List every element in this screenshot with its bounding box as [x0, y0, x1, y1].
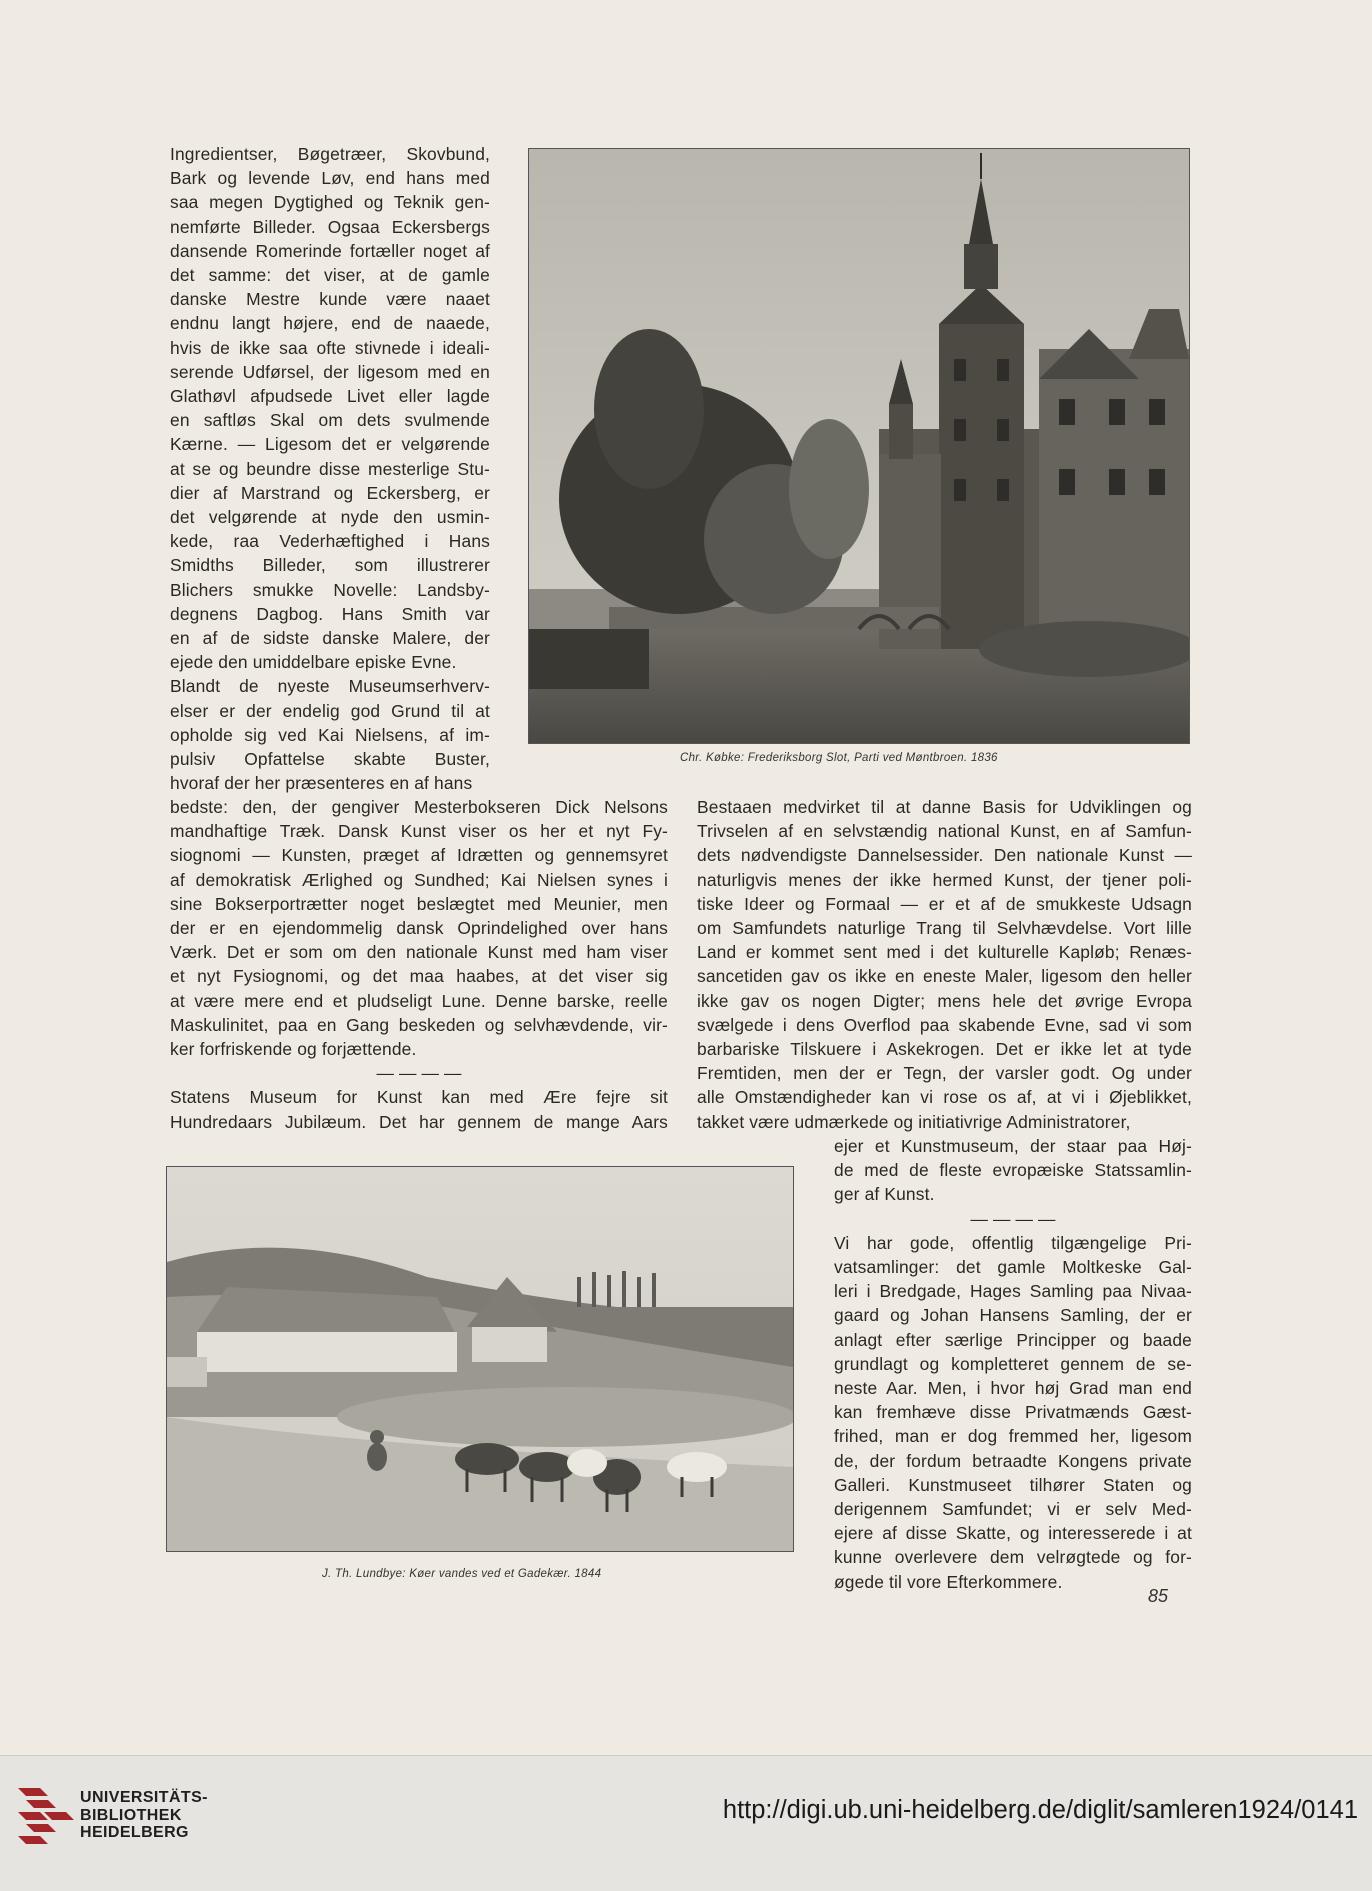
- text-line: naturligvis menes der ikke hermed Kunst, der tjener poli-: [697, 869, 1192, 890]
- text-line: serende Udførsel, der ligesom med en: [170, 361, 490, 382]
- text-line: kede, raa Vederhæftighed i Hans: [170, 531, 490, 552]
- text-line: Bark og levende Løv, end hans med: [170, 168, 490, 189]
- text-line: leri i Bredgade, Hages Samling paa Nivaa-: [834, 1281, 1192, 1302]
- text-line: af demokratisk Ærlighed og Sundhed; Kai Nielsen synes i: [170, 869, 668, 890]
- text-line: et nyt Fysiognomi, og det maa haabes, at det viser sig: [170, 966, 668, 987]
- text-line: de, der fordum betraadte Kongens private: [834, 1450, 1192, 1471]
- text-line: Smidths Billeder, som illustrerer: [170, 555, 490, 576]
- cows-illustration: [167, 1167, 793, 1551]
- text-line: derigennem Samfundet; vi er selv Med-: [834, 1499, 1192, 1520]
- text-line: danske Mestre kunde være naaet: [170, 289, 490, 310]
- castle-illustration: [529, 149, 1189, 743]
- text-line: ikke gav os nogen Digter; mens hele det øvrige Evropa: [697, 990, 1192, 1011]
- text-line: det samme: det viser, at de gamle: [170, 265, 490, 286]
- text-line: Statens Museum for Kunst kan med Ære fejre sit: [170, 1087, 668, 1108]
- text-line: frihed, man er dog fremmed her, ligesom: [834, 1426, 1192, 1447]
- text-line: dier af Marstrand og Eckersberg, er: [170, 482, 490, 503]
- right-column-narrow-text: [834, 1134, 1192, 1594]
- text-line: Værk. Det er som om den nationale Kunst med ham viser: [170, 942, 668, 963]
- text-line: pulsiv Opfattelse skabte Buster,: [170, 749, 490, 770]
- text-line: Glathøvl afpudsede Livet eller lagde: [170, 386, 490, 407]
- text-line: ker forfriskende og forjættende.: [170, 1039, 417, 1060]
- library-name[interactable]: [80, 1789, 208, 1842]
- text-line: endnu langt højere, end de naaede,: [170, 313, 490, 334]
- text-line: gaard og Johan Hansens Samling, der er: [834, 1305, 1192, 1326]
- left-column-wide-text: [170, 795, 668, 1134]
- text-line: Vi har gode, offentlig tilgængelige Pri-: [834, 1232, 1192, 1253]
- text-line: ejere af disse Skatte, og interesserede i at: [834, 1523, 1192, 1544]
- text-line: dansende Romerinde fortæller noget af: [170, 240, 490, 261]
- text-line: en af de sidste danske Malere, der: [170, 628, 490, 649]
- page-number: 85: [1148, 1586, 1169, 1606]
- castle-caption: Chr. Købke: Frederiksborg Slot, Parti ved Møntbroen. 1836: [680, 752, 998, 764]
- text-line: der er en ejendommelig dansk Oprindelighed over hans: [170, 918, 668, 939]
- text-line: Hundredaars Jubilæum. Det har gennem de mange Aars: [170, 1111, 668, 1132]
- text-line: Galleri. Kunstmuseet tilhører Staten og: [834, 1474, 1192, 1495]
- text-line: neste Aar. Men, i hvor høj Grad man end: [834, 1378, 1192, 1399]
- text-line: elser er der endelig god Grund til at: [170, 700, 490, 721]
- text-line: de med de fleste evropæiske Statssamlin-: [834, 1160, 1192, 1181]
- source-url-link[interactable]: http://digi.ub.uni-heidelberg.de/diglit/samleren1924/0141: [722, 1796, 1358, 1824]
- text-line: barbariske Tilskuere i Askekrogen. Det er ikke let at tyde: [697, 1039, 1192, 1060]
- text-line: Blandt de nyeste Museumserhverv-: [170, 676, 490, 697]
- text-line: siognomi — Kunsten, præget af Idrætten og gennemsyret: [170, 845, 668, 866]
- library-name-line-2: BIBLIOTHEK: [80, 1806, 182, 1824]
- text-line: hvoraf der her præsenteres en af hans: [170, 773, 473, 794]
- text-line: anlagt efter særlige Principper og baade: [834, 1329, 1192, 1350]
- text-line: kan fremhæve disse Privatmænds Gæst-: [834, 1402, 1192, 1423]
- text-line: ejer et Kunstmuseum, der staar paa Høj-: [834, 1136, 1192, 1156]
- right-column-wide-text: [697, 795, 1192, 1134]
- text-line: saa megen Dygtighed og Teknik gen-: [170, 192, 490, 213]
- text-line: grundlagt og kompletteret gennem de se-: [834, 1353, 1192, 1374]
- left-column-top-text: [170, 142, 490, 795]
- castle-painting: [528, 148, 1190, 744]
- text-line: — — — —: [376, 1063, 462, 1084]
- text-line: tiske Ideer og Formaal — er et af de smukkeste Udsagn: [697, 893, 1192, 914]
- text-line: det velgørende at nyde den usmin-: [170, 507, 490, 528]
- text-line: at være mere end et pludseligt Lune. Denne barske, reelle: [170, 990, 668, 1011]
- text-line: Blichers smukke Novelle: Landsby-: [170, 579, 490, 600]
- digitization-footer: [0, 1755, 1372, 1891]
- text-line: ejede den umiddelbare episke Evne.: [170, 652, 457, 673]
- text-line: Bestaaen medvirket til at danne Basis for Udviklingen og: [697, 797, 1192, 817]
- text-line: opholde sig ved Kai Nielsens, af im-: [170, 724, 490, 745]
- text-line: Fremtiden, men der er Tegn, der varsler godt. Og under: [697, 1063, 1192, 1084]
- text-line: degnens Dagbog. Hans Smith var: [170, 603, 490, 624]
- library-name-line-1: UNIVERSITÄTS-: [80, 1789, 208, 1806]
- text-line: alle Omstændigheder kan vi rose os af, at vi i Øjeblikket,: [697, 1087, 1192, 1108]
- text-line: bedste: den, der gengiver Mesterbokseren Dick Nelsons: [170, 797, 668, 817]
- text-line: om Samfundets naturlige Trang til Selvhævdelse. Vort lille: [697, 918, 1192, 939]
- text-line: sancetiden gav os ikke en eneste Maler, ligesom den heller: [697, 966, 1192, 987]
- text-line: takket være udmærkede og initiativrige Administratorer,: [697, 1111, 1131, 1132]
- cows-painting: [166, 1166, 794, 1552]
- text-line: svælgede i dens Overflod paa skabende Evne, sad vi som: [697, 1014, 1192, 1035]
- text-line: sine Bokserportrætter noget beslægtet med Meunier, men: [170, 893, 668, 914]
- text-line: Kærne. — Ligesom det er velgørende: [170, 434, 490, 455]
- text-line: nemførte Billeder. Ogsaa Eckersbergs: [170, 216, 490, 237]
- text-line: en saftløs Skal om dets svulmende: [170, 410, 490, 431]
- library-name-line-3: HEIDELBERG: [80, 1824, 189, 1841]
- library-logo-icon[interactable]: [14, 1784, 76, 1854]
- text-line: Ingredientser, Bøgetræer, Skovbund,: [170, 144, 490, 164]
- text-line: kunne overlevere dem velrøgtede og for-: [834, 1547, 1192, 1568]
- text-line: Maskulinitet, paa en Gang beskeden og selvhævdende, vir-: [170, 1014, 668, 1035]
- text-line: Land er kommet sent med i det kulturelle Kapløb; Renæs-: [697, 942, 1192, 963]
- cows-caption: J. Th. Lundbye: Køer vandes ved et Gadekær. 1844: [322, 1568, 602, 1580]
- text-line: dets nødvendigste Dannelsessider. Den nationale Kunst —: [697, 845, 1192, 866]
- text-line: Trivselen af en selvstændig national Kunst, en af Samfun-: [697, 821, 1192, 842]
- text-line: at se og beundre disse mesterlige Stu-: [170, 458, 490, 479]
- text-line: vatsamlinger: det gamle Moltkeske Gal-: [834, 1257, 1192, 1278]
- text-line: øgede til vore Efterkommere.: [834, 1571, 1063, 1592]
- text-line: hvis de ikke saa ofte stivnede i ideali-: [170, 337, 490, 358]
- text-line: — — — —: [970, 1208, 1056, 1229]
- text-line: mandhaftige Træk. Dansk Kunst viser os her et nyt Fy-: [170, 821, 668, 842]
- text-line: ger af Kunst.: [834, 1184, 935, 1205]
